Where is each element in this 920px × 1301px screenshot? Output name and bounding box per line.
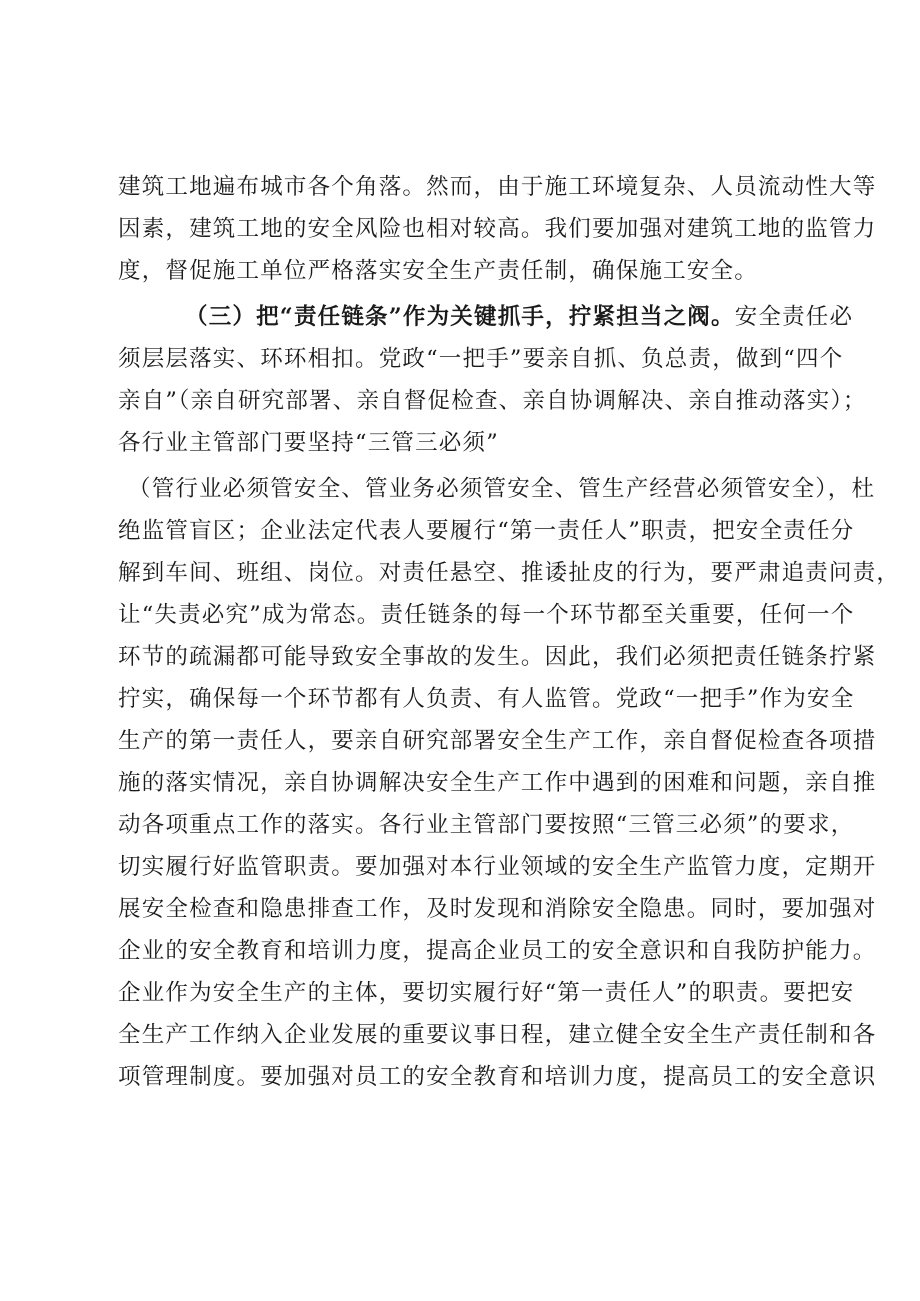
paragraph-line: 因素，建筑工地的安全风险也相对较高。我们要加强对建筑工地的监管力 — [118, 216, 877, 242]
paragraph-line: 企业作为安全生产的主体，要切实履行好“第一责任人”的职责。要把安 — [118, 980, 855, 1006]
paragraph-line: （管行业必须管安全、管业务必须管安全、管生产经营必须管安全），杜 — [128, 476, 876, 502]
paragraph-line: 让“失责必究”成为常态。责任链条的每一个环节都至关重要，任何一个 — [118, 602, 855, 628]
paragraph-line: 全生产工作纳入企业发展的重要议事日程，建立健全安全生产责任制和各 — [118, 1022, 877, 1048]
paragraph-line: 施的落实情况，亲自协调解决安全生产工作中遇到的困难和问题，亲自推 — [118, 770, 877, 796]
paragraph-line: 须层层落实、环环相扣。党政“一把手”要亲自抓、负总责，做到“四个 — [118, 346, 844, 372]
section-number: （三） — [185, 304, 257, 330]
paragraph-line: 亲自”（亲自研究部署、亲自督促检查、亲自协调解决、亲自推动落实）； — [118, 388, 867, 414]
paragraph-line: 项管理制度。要加强对员工的安全教育和培训力度，提高员工的安全意识 — [118, 1064, 877, 1090]
paragraph-line: 展安全检查和隐患排查工作，及时发现和消除安全隐患。同时，要加强对 — [118, 896, 877, 922]
section-heading-line — [185, 302, 854, 332]
section-heading: 把“责任链条”作为关键抓手，拧紧担当之阀。 — [256, 304, 735, 330]
paragraph-line: 绝监管盲区；企业法定代表人要履行“第一责任人”职责，把安全责任分 — [118, 518, 855, 544]
paragraph-line: 建筑工地遍布城市各个角落。然而，由于施工环境复杂、人员流动性大等 — [118, 174, 877, 200]
paragraph-line: 各行业主管部门要坚持“三管三必须” — [118, 430, 499, 456]
paragraph-line: 环节的疏漏都可能导致安全事故的发生。因此，我们必须把责任链条拧紧 — [118, 644, 877, 670]
paragraph-line: 解到车间、班组、岗位。对责任悬空、推诿扯皮的行为，要严肃追责问责， — [118, 560, 901, 586]
paragraph-line: 切实履行好监管职责。要加强对本行业领域的安全生产监管力度，定期开 — [118, 854, 877, 880]
paragraph-line: 度，督促施工单位严格落实安全生产责任制，确保施工安全。 — [118, 258, 758, 284]
paragraph-line: 拧实，确保每一个环节都有人负责、有人监管。党政“一把手”作为安全 — [118, 686, 855, 712]
paragraph-line: 企业的安全教育和培训力度，提高企业员工的安全意识和自我防护能力。 — [118, 938, 877, 964]
paragraph-line: 生产的第一责任人，要亲自研究部署安全生产工作，亲自督促检查各项措 — [118, 728, 877, 754]
section-lead-text: 安全责任必 — [734, 304, 854, 330]
paragraph-line: 动各项重点工作的落实。各行业主管部门要按照“三管三必须”的要求， — [118, 812, 855, 838]
